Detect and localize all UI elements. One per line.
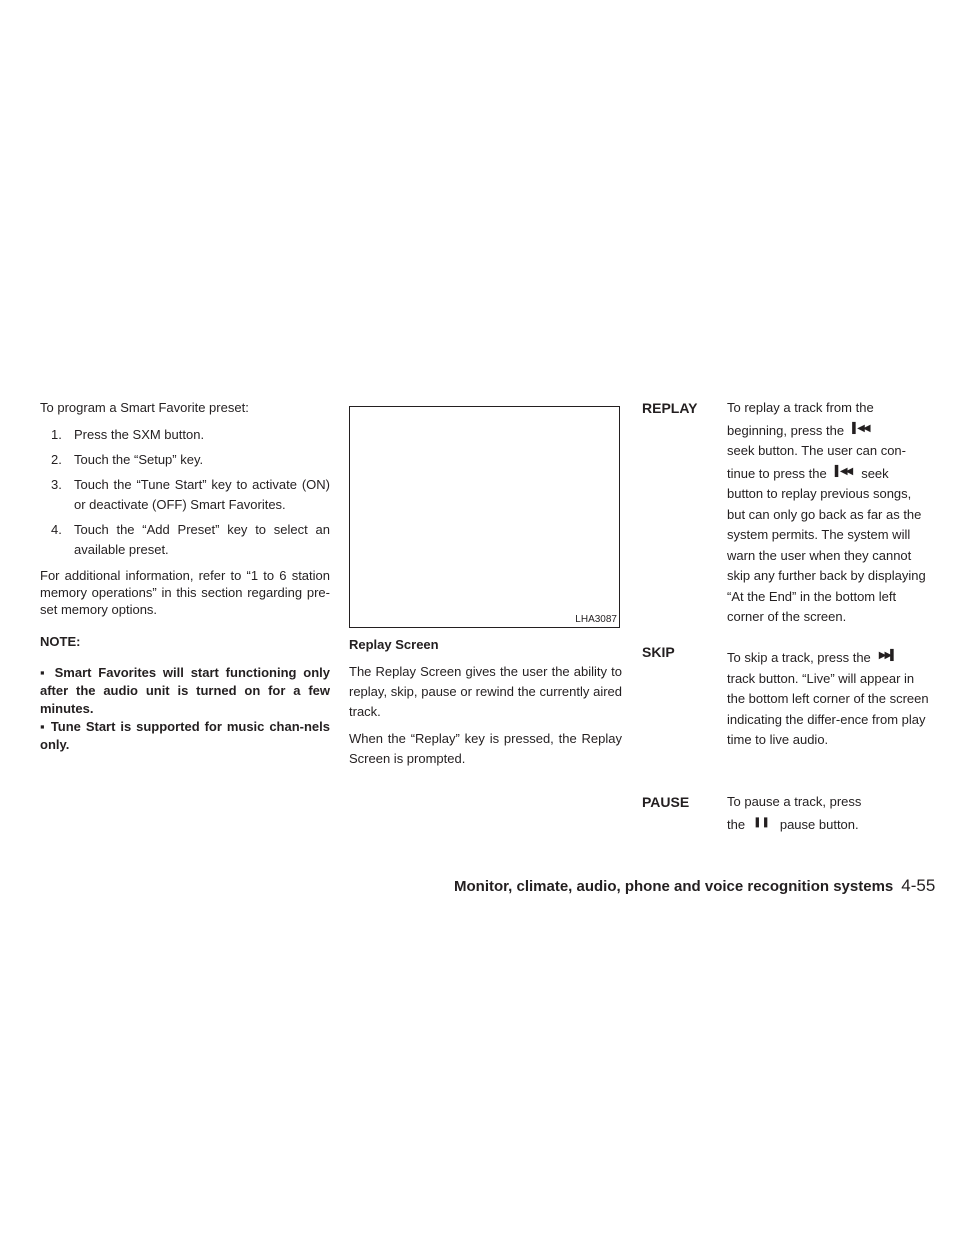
skip-line: track button. “Live” will appear in the bottom left corner of the screen indicating the differ-ence from play time to live audio.	[727, 670, 929, 747]
pause-line: To pause a track, press	[727, 794, 862, 809]
replay-entry	[642, 398, 932, 628]
seek-back-icon: ▌◀◀	[852, 422, 869, 434]
pause-entry	[642, 792, 932, 835]
skip-term: SKIP	[642, 644, 675, 660]
replay-line: To replay a track from the	[727, 400, 874, 415]
list-item	[40, 450, 330, 470]
page-number: 4-55	[901, 876, 936, 895]
replay-line-text: seek	[861, 465, 889, 481]
step-text: Press the SXM button.	[74, 427, 205, 442]
pause-term: PAUSE	[642, 794, 690, 810]
pause-line-text: pause button.	[779, 816, 859, 832]
replay-definition	[727, 398, 932, 628]
note-bullet-smart-favorites: ▪ Smart Favorites will start functioning only after the audio unit is turned on for a few minutes.	[40, 665, 330, 716]
seek-back-icon: ▌◀◀	[834, 465, 852, 477]
list-item	[40, 520, 330, 560]
steps-list	[40, 425, 330, 560]
step-number: 2.	[51, 452, 62, 467]
replay-screen-figure	[349, 406, 620, 628]
pause-icon: ❚❚	[753, 816, 770, 828]
note-block	[40, 664, 330, 754]
replay-line-text: tinue to press the	[727, 465, 827, 481]
step-number: 3.	[51, 477, 62, 492]
pause-line-text: the	[727, 816, 746, 832]
replay-term: REPLAY	[642, 400, 698, 416]
replay-key-description: When the “Replay” key is pressed, the Replay Screen is prompted.	[349, 731, 622, 766]
replay-line	[727, 462, 932, 485]
step-text: Touch the “Setup” key.	[74, 452, 204, 467]
list-item	[40, 475, 330, 515]
section-title: Monitor, climate, audio, phone and voice recognition systems	[454, 878, 894, 895]
list-item	[40, 425, 330, 445]
step-text: Touch the “Tune Start” key to activate (ON) or deactivate (OFF) Smart Favorites.	[74, 477, 330, 512]
left-column	[40, 398, 330, 754]
intro-text: To program a Smart Favorite preset:	[40, 400, 249, 415]
page-footer	[454, 876, 936, 897]
additional-info-text: For additional information, refer to “1 to 6 station memory operations” in this section regarding pre-set memory options.	[40, 568, 330, 617]
step-number: 1.	[51, 427, 62, 442]
replay-line: button to replay previous songs, but can only go back as far as the system permits. The system will warn the user when they cannot skip any further back by displaying “At the End” in the bottom left corner of the screen.	[727, 486, 926, 624]
skip-line-text: To skip a track, press the	[727, 650, 871, 665]
step-text: Touch the “Add Preset” key to select an available preset.	[74, 522, 330, 557]
note-bullet-tune-start: ▪ Tune Start is supported for music chan-nels only.	[40, 719, 330, 752]
skip-line	[727, 646, 932, 669]
step-number: 4.	[51, 522, 62, 537]
pause-definition	[727, 792, 932, 835]
note-heading: NOTE:	[40, 634, 81, 649]
skip-entry	[642, 642, 932, 784]
replay-line: seek button. The user can con-	[727, 443, 906, 458]
track-forward-icon: ▶▶▌	[878, 650, 896, 661]
replay-line	[727, 419, 932, 442]
replay-screen-heading: Replay Screen	[349, 637, 439, 652]
replay-description: The Replay Screen gives the user the ability to replay, skip, pause or rewind the currently aired track.	[349, 664, 622, 719]
skip-definition	[727, 642, 932, 751]
right-column	[642, 398, 932, 835]
pause-line	[727, 813, 932, 836]
middle-column	[349, 398, 622, 776]
figure-label: LHA3087	[575, 614, 617, 625]
replay-line-text: beginning, press the	[727, 422, 845, 438]
